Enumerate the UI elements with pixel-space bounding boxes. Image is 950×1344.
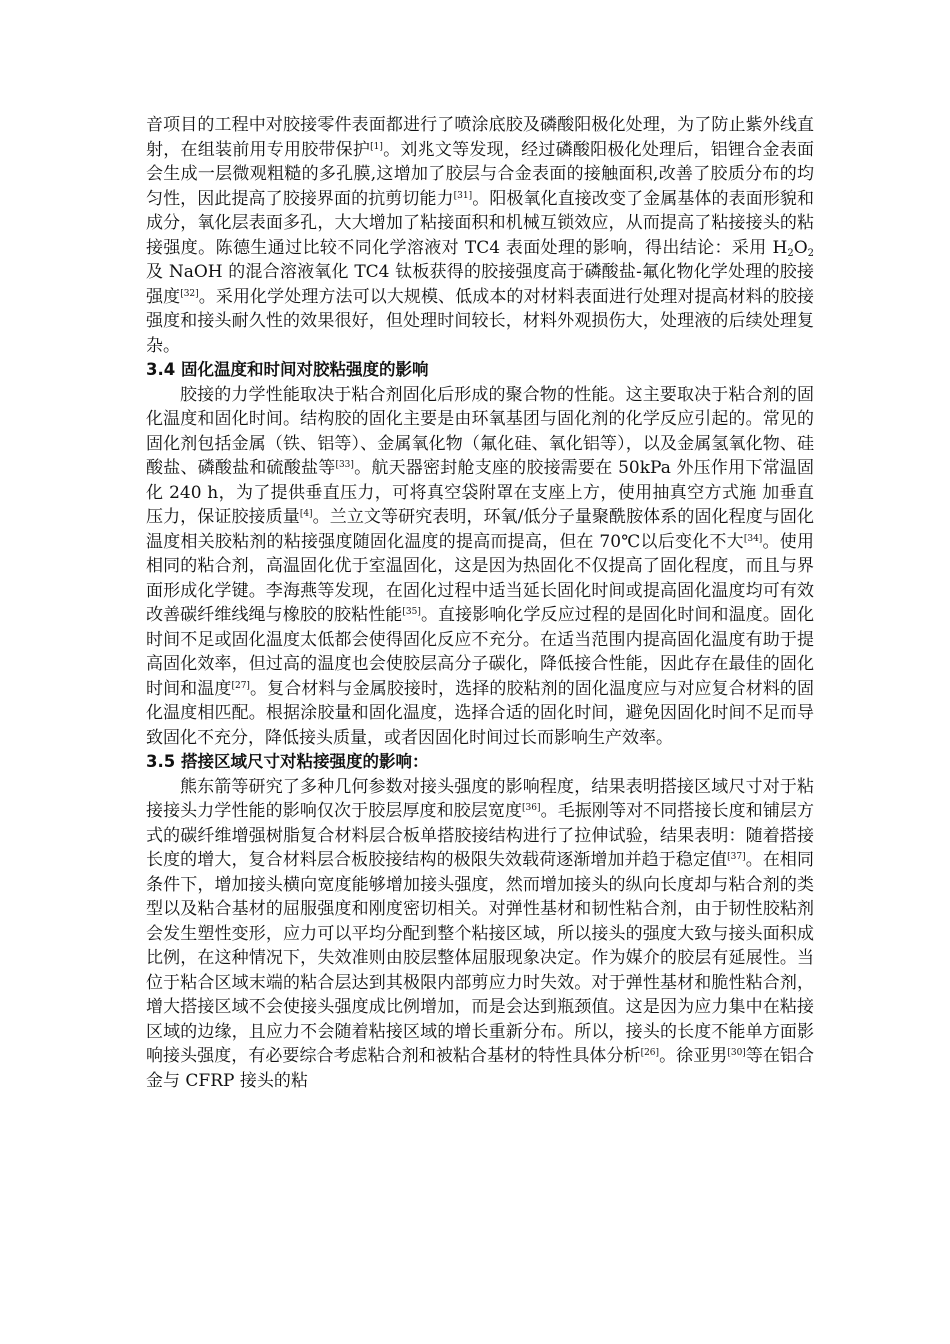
text: 音项目的工程中对胶接零件表面都进行了喷涂底胶及磷酸阳极化处理，为了防止紫外线直射，在组装前用专用胶带保护 [146,115,814,160]
citation: [37] [727,852,746,862]
citation: [34] [743,533,763,544]
text: 胶接的力学性能取决于粘合剂固化后形成的聚合物的性能。这主要取决于粘合剂的固化温度和固化时间。结构胶的固化主要是由环氧基团与固化剂的化学反应引起的。常见的固化剂包括金属（铁、铝等）、金属氧化物（氟化硅、氧化铝等），以及金属氢氧化物、硅酸盐、磷酸盐和硫酸盐等 [146,384,814,478]
text: 。在相同条件下，增加接头横向宽度能够增加接头强度，然而增加接头的纵向长度却与粘合剂的类型以及粘合基材的屈服强度和刚度密切相关。对弹性基材和韧性粘合剂，由于韧性胶粘剂会发生塑性变形，应力可以平均分配到整个粘接区域，所以接头的强度大致与接头面积成比例，在这种情况下，失效准则由胶层整体屈服现象决定。作为媒介的胶层有延展性。当位于粘合区域末端的粘合层达到其极限内部剪应力时失效。对于弹性基材和脆性粘合剂，增大搭接区域不会使接头强度成比例增加，而是会达到瓶颈值。这是因为应力集中在粘接区域的边缘，且应力不会随着粘接区域的增长重新分布。所以，接头的长度不能单方面影响接头强度，有必要综合考虑粘合剂和被粘合基材的特性具体分析 [146,850,815,1066]
text: 。兰立文等研究表明，环氧/低分子量聚酰胺体系的固化程度与固化温度相关胶粘剂的粘接强度随固化温度的提高而提高，但在 70℃以后变化不大 [146,507,814,552]
citation: [4] [299,509,313,519]
citation: [36] [522,803,541,813]
paragraph-curing [146,383,814,751]
text: 。徐亚男 [659,1046,728,1066]
citation: [31] [453,190,473,201]
text: 。刘兆文等发现，经过磷酸阳极化处理后，铝锂合金表面会生成一层微观粗糙的多孔膜,这增加了胶层与合金表面的接触面积,改善了胶质分布的均匀性，因此提高了胶接界面的抗剪切能力 [146,139,815,209]
citation: [30] [727,1048,746,1058]
text: 熊东箭等研究了多种几何参数对接头强度的影响程度，结果表明搭接区域尺寸对于粘接接头力学性能的影响仅次于胶层厚度和胶层宽度 [146,776,814,821]
text: O [793,237,808,258]
citation: [32] [180,288,199,299]
text: 。采用化学处理方法可以大规模、低成本的对材料表面进行处理对提高材料的胶接强度和接头耐久性的效果很好，但处理时间较长，材料外观损伤大，处理液的后续处理复杂。 [146,286,815,356]
text: 。复合材料与金属胶接时，选择的胶粘剂的固化温度应与对应复合材料的固化温度相匹配。根据涂胶量和固化温度，选择合适的固化时间，避免因固化时间不足而导致固化不充分，降低接头质量，或者因固化时间过长而影响生产效率。 [146,678,815,748]
text: 等在铝合金与 CFRP 接头的粘 [146,1046,815,1091]
citation: [35] [402,607,421,617]
text: 。航天器密封舱支座的胶接需要在 50kPa 外压作用下常温固化 240 h，为了提供垂直压力，可将真空袋附罩在支座上方，使用抽真空方式施 加垂直压力，保证胶接质量 [146,458,814,527]
paragraph-surface-treatment [146,113,814,358]
paragraph-overlap-size [146,775,814,1094]
text: 及 NaOH 的混合溶液氧化 TC4 钛板获得的胶接强度高于磷酸盐-氟化物化学处理的胶接强度 [146,262,814,307]
citation: [1] [370,141,383,152]
citation: [26] [640,1048,660,1058]
citation: [27] [231,680,250,691]
citation: [33] [335,460,354,470]
text: 。阳极氧化直接改变了金属基体的表面形貌和成分，氧化层表面多孔，大大增加了粘接面积和机械互锁效应，从而提高了粘接接头的粘接强度。陈德生通过比较不同化学溶液对 TC4 表面处理的影响，得出结论：采用 H [146,188,815,258]
subscript: 2 [807,247,814,259]
section-heading-3-5: 3.5 搭接区域尺寸对粘接强度的影响： [146,752,429,771]
text: 。直接影响化学反应过程的是固化时间和温度。固化时间不足或固化温度太低都会使得固化反应不充分。在适当范围内提高固化温度有助于提高固化效率，但过高的温度也会使胶层高分子碳化，降低接合性能，因此存在最佳的固化时间和温度 [146,605,815,699]
section-heading-3-4: 3.4 固化温度和时间对胶粘强度的影响 [146,360,429,379]
text: 。使用相同的粘合剂，高温固化优于室温固化，这是因为热固化不仅提高了固化程度，而且与界面形成化学键。李海燕等发现，在固化过程中适当延长固化时间或提高固化温度均可有效改善碳纤维线绳与橡胶的胶粘性能 [146,531,814,625]
document-page [146,113,814,1093]
text: 。毛振刚等对不同搭接长度和铺层方式的碳纤维增强树脂复合材料层合板单搭胶接结构进行了拉伸试验，结果表明：随着搭接长度的增大，复合材料层合板胶接结构的极限失效载荷逐渐增加并趋于稳定值 [146,801,815,870]
subscript: 2 [787,247,794,259]
